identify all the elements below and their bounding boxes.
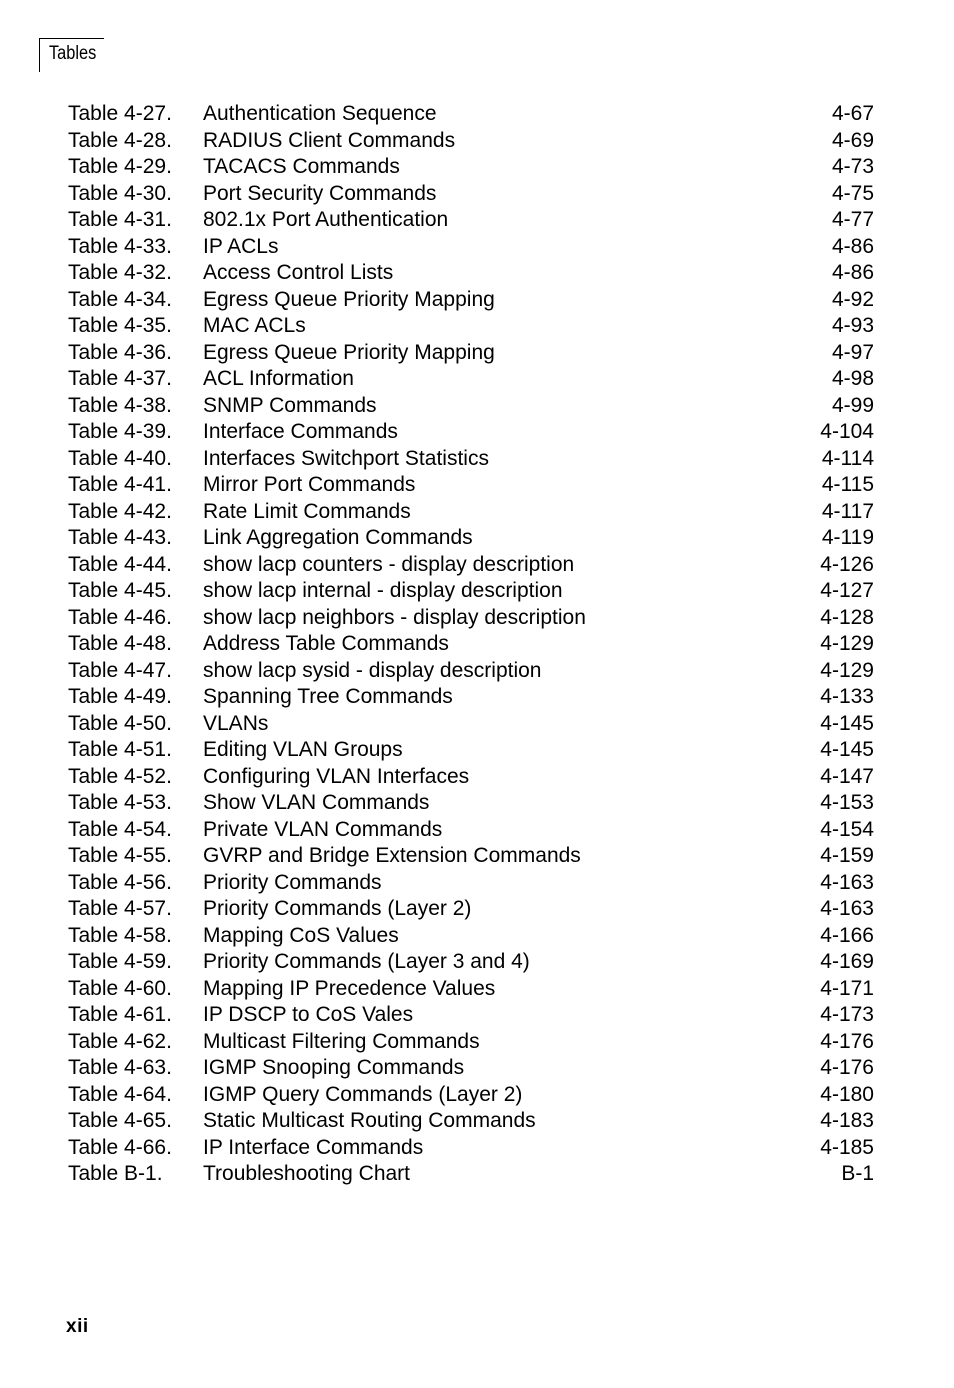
table-title: Interface Commands <box>203 420 398 443</box>
page-reference: 4-77 <box>831 208 874 231</box>
toc-entry[interactable] <box>68 1135 874 1162</box>
page-reference: 4-98 <box>831 367 874 390</box>
table-title: ACL Information <box>203 367 354 390</box>
table-number: Table 4-37. <box>68 367 172 390</box>
table-number: Table 4-50. <box>68 711 172 735</box>
table-title: Troubleshooting Chart <box>203 1162 411 1185</box>
table-title: Private VLAN Commands <box>203 817 443 841</box>
page-reference: 4-67 <box>831 102 874 125</box>
toc-entry[interactable] <box>68 393 874 420</box>
page-reference: 4-147 <box>820 764 874 788</box>
table-title: Address Table Commands <box>203 632 449 655</box>
page-reference: 4-145 <box>820 738 874 761</box>
page-reference: B-1 <box>841 1162 874 1185</box>
table-title: MAC ACLs <box>203 314 306 337</box>
table-number: Table 4-58. <box>68 923 172 947</box>
page-reference: 4-176 <box>820 1029 874 1053</box>
toc-entry[interactable] <box>68 1002 874 1029</box>
table-title: Mapping CoS Values <box>203 923 399 947</box>
page-reference: 4-153 <box>820 791 874 814</box>
table-number: Table 4-43. <box>68 526 172 549</box>
page-reference: 4-93 <box>831 314 874 337</box>
table-title: IP ACLs <box>203 234 279 258</box>
page-reference: 4-119 <box>821 526 874 549</box>
page-reference: 4-86 <box>831 234 874 258</box>
table-title: VLANs <box>203 711 269 735</box>
page-reference: 4-171 <box>820 976 874 1000</box>
table-title: Port Security Commands <box>203 181 437 205</box>
page-reference: 4-173 <box>820 1003 874 1026</box>
table-title: show lacp neighbors - display description <box>203 605 586 629</box>
toc-entry[interactable] <box>68 499 874 526</box>
table-title: IP Interface Commands <box>203 1135 424 1159</box>
table-title: show lacp counters - display description <box>203 552 575 576</box>
table-title: Mirror Port Commands <box>203 473 416 496</box>
toc-entry[interactable] <box>68 658 874 685</box>
page-reference: 4-129 <box>820 632 874 655</box>
table-number: Table 4-33. <box>68 234 172 258</box>
table-number: Table 4-39. <box>68 420 172 443</box>
toc-entry[interactable] <box>68 764 874 791</box>
page-reference: 4-75 <box>831 181 874 205</box>
page-reference: 4-128 <box>820 605 874 629</box>
toc-entry[interactable] <box>68 843 874 870</box>
table-title: Show VLAN Commands <box>203 791 430 814</box>
page-reference: 4-97 <box>831 340 874 364</box>
table-number: Table 4-64. <box>68 1082 172 1106</box>
table-title: Link Aggregation Commands <box>203 526 473 549</box>
table-title: Egress Queue Priority Mapping <box>203 287 495 311</box>
toc-entry[interactable] <box>68 207 874 234</box>
table-title: IGMP Snooping Commands <box>203 1056 465 1079</box>
page-reference: 4-180 <box>820 1082 874 1106</box>
toc-entry[interactable] <box>68 1055 874 1082</box>
page-reference: 4-104 <box>820 420 874 443</box>
table-number: Table 4-48. <box>68 632 172 655</box>
table-number: Table 4-49. <box>68 685 172 708</box>
page-reference: 4-183 <box>820 1109 874 1132</box>
table-number: Table 4-31. <box>68 208 172 231</box>
table-number: Table 4-54. <box>68 817 172 841</box>
table-title: show lacp sysid - display description <box>203 658 542 682</box>
toc-entry[interactable] <box>68 181 874 208</box>
table-title: Mapping IP Precedence Values <box>203 976 496 1000</box>
table-number: Table 4-28. <box>68 128 172 152</box>
toc-entry[interactable] <box>68 419 874 446</box>
toc-entry[interactable] <box>68 472 874 499</box>
table-number: Table 4-59. <box>68 950 172 973</box>
toc-entry[interactable] <box>68 234 874 261</box>
table-number: Table 4-35. <box>68 314 172 337</box>
table-number: Table 4-56. <box>68 870 172 894</box>
page-reference: 4-163 <box>820 897 874 920</box>
page-reference: 4-159 <box>820 844 874 867</box>
table-number: Table 4-63. <box>68 1056 172 1079</box>
page-reference: 4-73 <box>831 155 874 178</box>
table-title: Configuring VLAN Interfaces <box>203 764 470 788</box>
table-title: show lacp internal - display description <box>203 579 563 602</box>
page-reference: 4-86 <box>831 261 874 284</box>
list-of-tables <box>68 101 874 1188</box>
table-number: Table 4-41. <box>68 473 172 496</box>
table-number: Table 4-32. <box>68 261 172 284</box>
table-number: Table 4-66. <box>68 1135 172 1159</box>
toc-entry[interactable] <box>68 578 874 605</box>
toc-entry[interactable] <box>68 313 874 340</box>
table-title: 802.1x Port Authentication <box>203 208 449 231</box>
table-number: Table 4-46. <box>68 605 172 629</box>
table-number: Table 4-29. <box>68 155 172 178</box>
table-title: Spanning Tree Commands <box>203 685 453 708</box>
toc-entry[interactable] <box>68 711 874 738</box>
table-title: IGMP Query Commands (Layer 2) <box>203 1082 523 1106</box>
table-number: Table 4-51. <box>68 738 172 761</box>
table-number: Table 4-44. <box>68 552 172 576</box>
toc-entry[interactable] <box>68 1108 874 1135</box>
table-number: Table 4-45. <box>68 579 172 602</box>
toc-entry[interactable] <box>68 896 874 923</box>
table-title: Interfaces Switchport Statistics <box>203 446 489 470</box>
table-number: Table 4-61. <box>68 1003 172 1026</box>
toc-entry[interactable] <box>68 525 874 552</box>
table-number: Table 4-36. <box>68 340 172 364</box>
table-title: Egress Queue Priority Mapping <box>203 340 495 364</box>
table-number: Table 4-52. <box>68 764 172 788</box>
toc-entry[interactable] <box>68 366 874 393</box>
table-number: Table 4-60. <box>68 976 172 1000</box>
table-title: Priority Commands <box>203 870 382 894</box>
table-title: IP DSCP to CoS Vales <box>203 1003 414 1026</box>
toc-entry[interactable] <box>68 1161 874 1188</box>
toc-entry[interactable] <box>68 154 874 181</box>
running-header <box>39 38 104 72</box>
page-reference: 4-145 <box>820 711 874 735</box>
toc-entry[interactable] <box>68 446 874 473</box>
table-number: Table 4-38. <box>68 393 172 417</box>
toc-entry[interactable] <box>68 870 874 897</box>
table-title: GVRP and Bridge Extension Commands <box>203 844 581 867</box>
toc-entry[interactable] <box>68 817 874 844</box>
table-number: Table 4-40. <box>68 446 172 470</box>
table-title: Authentication Sequence <box>203 102 437 125</box>
table-number: Table 4-62. <box>68 1029 172 1053</box>
toc-entry[interactable] <box>68 631 874 658</box>
page-reference: 4-115 <box>821 473 874 496</box>
table-number: Table 4-27. <box>68 102 172 125</box>
toc-entry[interactable] <box>68 684 874 711</box>
table-number: Table 4-42. <box>68 499 172 523</box>
toc-entry[interactable] <box>68 790 874 817</box>
table-number: Table B-1. <box>68 1162 163 1185</box>
toc-entry[interactable] <box>68 287 874 314</box>
page-reference: 4-176 <box>820 1056 874 1079</box>
page-reference: 4-163 <box>820 870 874 894</box>
toc-entry[interactable] <box>68 260 874 287</box>
table-title: Access Control Lists <box>203 261 394 284</box>
header-label: Tables <box>49 43 97 64</box>
table-title: RADIUS Client Commands <box>203 128 456 152</box>
page-reference: 4-126 <box>820 552 874 576</box>
page-reference: 4-69 <box>831 128 874 152</box>
page-reference: 4-129 <box>820 658 874 682</box>
toc-entry[interactable] <box>68 923 874 950</box>
toc-entry[interactable] <box>68 605 874 632</box>
table-number: Table 4-65. <box>68 1109 172 1132</box>
table-number: Table 4-55. <box>68 844 172 867</box>
toc-entry[interactable] <box>68 1029 874 1056</box>
page-reference: 4-99 <box>831 393 874 417</box>
page-reference: 4-92 <box>831 287 874 311</box>
table-title: SNMP Commands <box>203 393 377 417</box>
toc-entry[interactable] <box>68 128 874 155</box>
table-number: Table 4-53. <box>68 791 172 814</box>
table-title: Editing VLAN Groups <box>203 738 403 761</box>
table-title: Rate Limit Commands <box>203 499 411 523</box>
table-number: Table 4-34. <box>68 287 172 311</box>
table-title: Multicast Filtering Commands <box>203 1029 480 1053</box>
page-number: xii <box>66 1316 89 1337</box>
page-reference: 4-133 <box>820 685 874 708</box>
table-title: Priority Commands (Layer 3 and 4) <box>203 950 530 973</box>
table-number: Table 4-57. <box>68 897 172 920</box>
table-number: Table 4-30. <box>68 181 172 205</box>
toc-entry[interactable] <box>68 552 874 579</box>
toc-entry[interactable] <box>68 101 874 128</box>
page-reference: 4-154 <box>820 817 874 841</box>
page-reference: 4-127 <box>820 579 874 602</box>
toc-entry[interactable] <box>68 1082 874 1109</box>
page-reference: 4-114 <box>821 446 874 470</box>
table-number: Table 4-47. <box>68 658 172 682</box>
table-title: Static Multicast Routing Commands <box>203 1109 536 1132</box>
page-reference: 4-117 <box>821 499 874 523</box>
toc-entry[interactable] <box>68 737 874 764</box>
toc-entry[interactable] <box>68 340 874 367</box>
table-title: Priority Commands (Layer 2) <box>203 897 472 920</box>
page-reference: 4-166 <box>820 923 874 947</box>
table-title: TACACS Commands <box>203 155 400 178</box>
toc-entry[interactable] <box>68 949 874 976</box>
toc-entry[interactable] <box>68 976 874 1003</box>
page-reference: 4-185 <box>820 1135 874 1159</box>
page-reference: 4-169 <box>820 950 874 973</box>
